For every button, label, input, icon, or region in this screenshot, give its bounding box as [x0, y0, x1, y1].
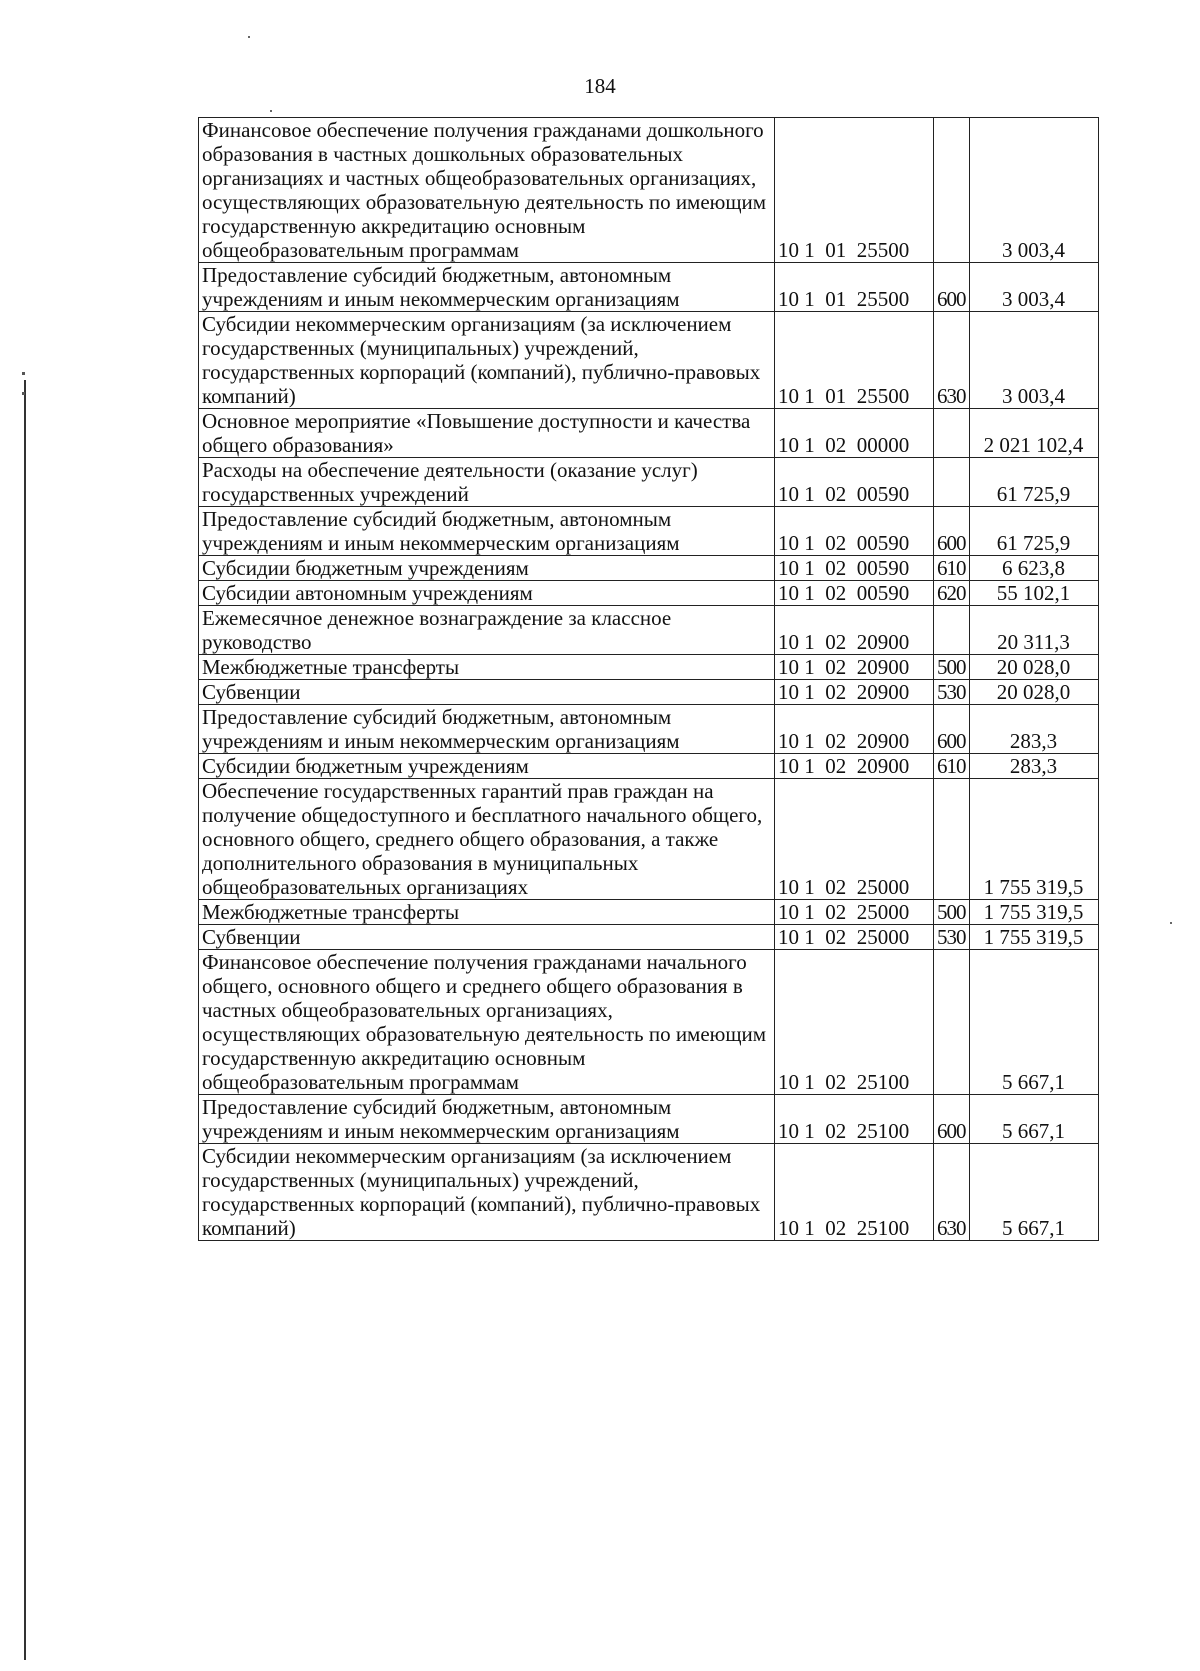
row-target-article-cell: 10 1 02 00590: [775, 507, 934, 556]
row-expense-type-cell: 610: [934, 556, 970, 581]
row-name-cell: Финансовое обеспечение получения гражданами дошкольного образования в частных дошкольных образовательных организациях и частных общеобразовательных организациях, осуществляющих образовательную деятельность по имеющим государственную аккредитацию основным общеобразовательным программам: [199, 118, 775, 263]
row-target-article-cell: 10 1 02 00000: [775, 409, 934, 458]
row-amount-cell: 283,3: [969, 754, 1098, 779]
table-row: [199, 779, 1099, 900]
row-expense-type-cell: [934, 409, 970, 458]
scan-speck: [22, 392, 25, 395]
row-name-cell: Субвенции: [199, 925, 775, 950]
budget-table: [198, 117, 1099, 1241]
row-name-cell: Межбюджетные трансферты: [199, 900, 775, 925]
table-row: [199, 950, 1099, 1095]
table-row: [199, 263, 1099, 312]
row-expense-type-cell: 530: [934, 680, 970, 705]
table-row: [199, 705, 1099, 754]
row-name-cell: Обеспечение государственных гарантий прав граждан на получение общедоступного и бесплатного начального общего, основного общего, среднего общего образования, а также дополнительного образования в муниципальных общеобразовательных организациях: [199, 779, 775, 900]
row-name-cell: Предоставление субсидий бюджетным, автономным учреждениям и иным некоммерческим организациям: [199, 263, 775, 312]
row-name-cell: Субсидии бюджетным учреждениям: [199, 754, 775, 779]
row-target-article-cell: 10 1 02 00590: [775, 458, 934, 507]
table-row: [199, 1095, 1099, 1144]
row-expense-type-cell: 500: [934, 900, 970, 925]
row-expense-type-cell: [934, 779, 970, 900]
row-target-article-cell: 10 1 02 20900: [775, 754, 934, 779]
row-amount-cell: 3 003,4: [969, 118, 1098, 263]
row-target-article-cell: 10 1 02 20900: [775, 655, 934, 680]
row-amount-cell: 61 725,9: [969, 458, 1098, 507]
row-name-cell: Ежемесячное денежное вознаграждение за классное руководство: [199, 606, 775, 655]
row-amount-cell: 20 311,3: [969, 606, 1098, 655]
row-amount-cell: 20 028,0: [969, 655, 1098, 680]
row-target-article-cell: 10 1 02 25100: [775, 1095, 934, 1144]
row-amount-cell: 55 102,1: [969, 581, 1098, 606]
row-expense-type-cell: [934, 458, 970, 507]
row-expense-type-cell: 600: [934, 1095, 970, 1144]
table-row: [199, 458, 1099, 507]
row-amount-cell: 5 667,1: [969, 1144, 1098, 1241]
table-row: [199, 680, 1099, 705]
row-name-cell: Предоставление субсидий бюджетным, автономным учреждениям и иным некоммерческим организациям: [199, 507, 775, 556]
row-target-article-cell: 10 1 02 25000: [775, 779, 934, 900]
row-expense-type-cell: 620: [934, 581, 970, 606]
table-row: [199, 581, 1099, 606]
row-name-cell: Предоставление субсидий бюджетным, автономным учреждениям и иным некоммерческим организациям: [199, 1095, 775, 1144]
row-amount-cell: 1 755 319,5: [969, 779, 1098, 900]
row-expense-type-cell: 630: [934, 312, 970, 409]
table-row: [199, 900, 1099, 925]
row-target-article-cell: 10 1 02 25000: [775, 925, 934, 950]
row-target-article-cell: 10 1 02 00590: [775, 556, 934, 581]
table-row: [199, 655, 1099, 680]
row-target-article-cell: 10 1 01 25500: [775, 312, 934, 409]
row-expense-type-cell: 530: [934, 925, 970, 950]
row-name-cell: Межбюджетные трансферты: [199, 655, 775, 680]
row-target-article-cell: 10 1 02 25100: [775, 1144, 934, 1241]
table-row: [199, 1144, 1099, 1241]
scan-speck: [270, 110, 272, 112]
scan-margin-line: [24, 380, 26, 1660]
row-target-article-cell: 10 1 02 20900: [775, 680, 934, 705]
row-name-cell: Субсидии некоммерческим организациям (за исключением государственных (муниципальных) учреждений, государственных корпораций (компаний), публично-правовых компаний): [199, 1144, 775, 1241]
row-amount-cell: 5 667,1: [969, 950, 1098, 1095]
row-target-article-cell: 10 1 02 20900: [775, 705, 934, 754]
row-expense-type-cell: [934, 118, 970, 263]
table-row: [199, 312, 1099, 409]
table-row: [199, 507, 1099, 556]
row-target-article-cell: 10 1 01 25500: [775, 263, 934, 312]
table-row: [199, 556, 1099, 581]
row-target-article-cell: 10 1 02 00590: [775, 581, 934, 606]
row-name-cell: Финансовое обеспечение получения гражданами начального общего, основного общего и среднего общего образования в частных общеобразовательных организациях, осуществляющих образовательную деятельность по имеющим государственную аккредитацию основным общеобразовательным программам: [199, 950, 775, 1095]
table-row: [199, 925, 1099, 950]
row-name-cell: Субвенции: [199, 680, 775, 705]
row-expense-type-cell: 600: [934, 507, 970, 556]
row-amount-cell: 20 028,0: [969, 680, 1098, 705]
scan-speck: [1170, 922, 1172, 924]
row-amount-cell: 2 021 102,4: [969, 409, 1098, 458]
row-expense-type-cell: [934, 950, 970, 1095]
row-amount-cell: 3 003,4: [969, 312, 1098, 409]
row-amount-cell: 1 755 319,5: [969, 900, 1098, 925]
row-name-cell: Субсидии автономным учреждениям: [199, 581, 775, 606]
row-amount-cell: 283,3: [969, 705, 1098, 754]
scan-speck: [22, 372, 25, 375]
row-amount-cell: 3 003,4: [969, 263, 1098, 312]
row-amount-cell: 5 667,1: [969, 1095, 1098, 1144]
table-row: [199, 409, 1099, 458]
row-name-cell: Субсидии некоммерческим организациям (за исключением государственных (муниципальных) учреждений, государственных корпораций (компаний), публично-правовых компаний): [199, 312, 775, 409]
row-target-article-cell: 10 1 02 25000: [775, 900, 934, 925]
row-name-cell: Предоставление субсидий бюджетным, автономным учреждениям и иным некоммерческим организациям: [199, 705, 775, 754]
row-target-article-cell: 10 1 02 25100: [775, 950, 934, 1095]
budget-table-body: [199, 118, 1099, 1241]
row-amount-cell: 6 623,8: [969, 556, 1098, 581]
row-target-article-cell: 10 1 01 25500: [775, 118, 934, 263]
table-row: [199, 118, 1099, 263]
row-expense-type-cell: [934, 606, 970, 655]
scan-speck: [248, 36, 250, 38]
row-name-cell: Субсидии бюджетным учреждениям: [199, 556, 775, 581]
row-expense-type-cell: 600: [934, 263, 970, 312]
row-name-cell: Основное мероприятие «Повышение доступности и качества общего образования»: [199, 409, 775, 458]
row-amount-cell: 61 725,9: [969, 507, 1098, 556]
row-expense-type-cell: 630: [934, 1144, 970, 1241]
row-name-cell: Расходы на обеспечение деятельности (оказание услуг) государственных учреждений: [199, 458, 775, 507]
row-amount-cell: 1 755 319,5: [969, 925, 1098, 950]
row-target-article-cell: 10 1 02 20900: [775, 606, 934, 655]
row-expense-type-cell: 600: [934, 705, 970, 754]
page-number: 184: [584, 74, 616, 98]
table-row: [199, 606, 1099, 655]
row-expense-type-cell: 500: [934, 655, 970, 680]
row-expense-type-cell: 610: [934, 754, 970, 779]
table-row: [199, 754, 1099, 779]
